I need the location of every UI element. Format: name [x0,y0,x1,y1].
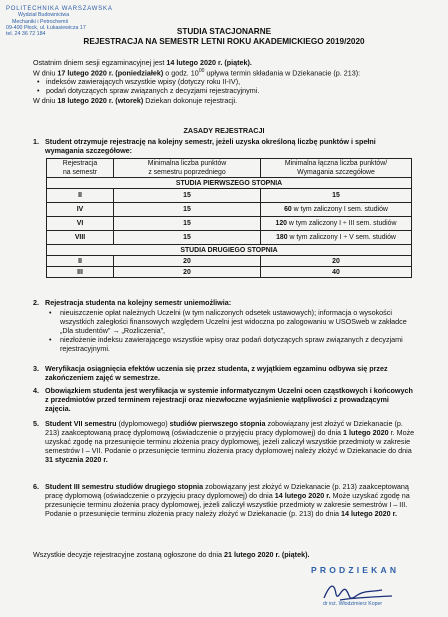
table-row [47,217,412,231]
date-bold: 14 lutego 2020 r. (piątek). [166,58,252,67]
text-bold: Student III semestru studiów drugiego stopnia [45,482,204,491]
registration-table [46,158,412,278]
intro-p3 [33,96,237,105]
text: upływa termin składania w Dziekanacie (p. 213): [204,68,361,78]
col-header: Minimalna łączna liczba punktów/ Wymagania szczegółowe [261,159,412,178]
rule-number: 3. [33,364,39,373]
intro-p2 [33,67,360,77]
text: Wszystkie decyzje rejestracyjne zostaną ogłoszone do dnia [33,550,224,559]
cell-min: 15 [114,231,261,245]
text: Może uzyskać zgodę na przesunięcie terminu złożenia pracy dyplomowej, jeżeli zaliczył wszystkie przedmioty w zakresie semestrów I – III. Podanie o przesunięcie terminu złożenia pracy należy złożyć w Dziekanacie (p. 213) do dnia [45,491,410,518]
superscript: 00 [198,68,205,74]
cell-min: 20 [114,267,261,278]
table-section-row [47,178,412,189]
rule-text: Obowiązkiem studenta jest weryfikacja w systemie informatycznym Uczelni ocen cząstkowych i końcowych z przedmiotów przed terminem rejestracji oraz niezwłoczne wyjaśnienie wątpliwości z prowadzącymi zajęcia. [45,386,413,413]
cell-total: 40 [261,267,412,278]
final-note [33,550,309,559]
rule-number: 5. [33,419,39,428]
rule-5 [33,419,415,464]
text-bold: 14 lutego 2020 r. [341,509,397,518]
stamp-line: Mechaniki i Petrochemii [12,18,68,25]
rule-6 [33,482,415,518]
list-item: • nieuiszczenie opłat należnych Uczelni (w tym naliczonych odsetek ustawowych); informacja o wysokości wszystkich zaległości finansowych względem Uczelni jest widoczna po zalogowaniu w USOSweb w zakładce „Dla studentów” → „Rozliczenia”, [60,308,412,335]
table-row [47,189,412,203]
cell-total: 120 w tym zaliczony I ÷ III sem. studiów [261,217,412,231]
text-bold: studiów pierwszego stopnia [169,419,266,428]
intro-bullets [46,77,259,95]
rule-text: Weryfikacja osiągnięcia efektów uczenia się przez studenta, z wyjątkiem egzaminu odbywa się przez zakończeniem zajęć w semestrze. [45,364,388,382]
rule-number: 6. [33,482,39,491]
date-bold: 21 lutego 2020 r. (piątek). [223,550,310,559]
cell-sem: IV [47,203,114,217]
rule-number: 1. [33,137,39,146]
signature-title-stamp: PRODZIEKAN [311,565,400,575]
rule-2 [33,298,415,307]
section-label: STUDIA DRUGIEGO STOPNIA [47,245,412,256]
text-bold: 31 stycznia 2020 r. [45,455,108,464]
list-item: • niezłożenie indeksu zawierającego wszystkie wpisy oraz podań dotyczących spraw związanych z decyzjami rejestracyjnymi. [60,335,412,353]
rule-1 [33,137,415,155]
text: r. Może uzyskać zgodę na przesunięcie terminu złożenia pracy dyplomowej, jeżeli zaliczył wszystkie przedmioty w zakresie semestrów I – VII. Podanie o przesunięcie terminu złożenia pracy dyplomowej należy złożyć w Dziekanacie do dnia [45,428,415,455]
doc-subtitle: REJESTRACJA NA SEMESTR LETNI ROKU AKADEMICKIEGO 2019/2020 [83,37,365,46]
text: Dziekan dokonuje rejestracji. [143,96,238,105]
col-header: Rejestracja na semestr [47,159,114,178]
cell-sem: VI [47,217,114,231]
text: zobowiązany jest złożyć w Dziekanacie (p. 213) zaakceptowaną pracę dyplomową (oświadczenie o przyjęciu pracy dyplomowej) do dnia [45,419,403,437]
rule-text: Rejestracja studenta na kolejny semestr uniemożliwia: [45,298,232,307]
text: W dniu [33,96,58,105]
rule-2-bullets [60,308,412,353]
stamp-line: POLITECHNIKA WARSZAWSKA [6,6,113,12]
table-row [47,203,412,217]
cell-total: 15 [261,189,412,203]
rule-number: 2. [33,298,39,307]
table-section-row [47,245,412,256]
intro-p1 [33,58,252,67]
text-bold: Student VII semestru [45,419,117,428]
rule-text: Student otrzymuje rejestrację na kolejny semestr, jeżeli uzyska określoną liczbę punktów i spełni [45,137,376,146]
table-row [47,231,412,245]
cell-min: 15 [114,203,261,217]
table-row [47,256,412,267]
cell-min: 20 [114,256,261,267]
rule-3 [33,364,415,382]
col-header: Minimalna liczba punktów z semestru poprzedniego [114,159,261,178]
signer-name: dr inż. Włodzimierz Koper [323,601,383,607]
stamp-line: tel. 24 36 72 184 [6,31,46,38]
list-item: • podań dotyczących spraw związanych z decyzjami rejestracyjnymi. [46,86,259,95]
date-bold: 17 lutego 2020 r. (poniedziałek) [57,68,164,78]
table-header-row [47,159,412,178]
cell-total: 20 [261,256,412,267]
text: W dniu [33,68,58,78]
stamp-line: Wydział Budownictwa [18,12,70,19]
date-bold: 18 lutego 2020 r. (wtorek) [57,96,144,105]
cell-sem: II [47,256,114,267]
cell-total: 60 w tym zaliczony I sem. studiów [261,203,412,217]
text: zobowiązany jest złożyć w Dziekanacie (p. 213) zaakceptowaną pracę dyplomową (oświadczenie o przyjęciu pracy dyplomowej) do dnia [45,482,409,500]
text: Ostatnim dniem sesji egzaminacyjnej jest [33,58,167,67]
doc-title: STUDIA STACJONARNE [176,27,272,36]
rule-text: wymagania szczegółowe: [45,146,133,155]
rule-number: 4. [33,386,39,395]
section-label: STUDIA PIERWSZEGO STOPNIA [47,178,412,189]
cell-total: 180 w tym zaliczony I ÷ V sem. studiów [261,231,412,245]
cell-sem: II [47,189,114,203]
section-heading: ZASADY REJESTRACJI [183,126,265,135]
cell-min: 15 [114,189,261,203]
table-row [47,267,412,278]
text: o godz. 10 [163,68,199,78]
text: (dyplomowego) [116,419,170,428]
cell-sem: VIII [47,231,114,245]
cell-min: 15 [114,217,261,231]
text-bold: 1 lutego 2020 [343,428,389,437]
text-bold: 14 lutego 2020 r. [274,491,331,500]
stamp-line: 09-400 Płock, ul. Łukasiewicza 17 [6,24,86,31]
rule-4 [33,386,415,413]
list-item: • indeksów zawierających wszystkie wpisy (dotyczy roku II-IV), [46,77,259,86]
cell-sem: III [47,267,114,278]
